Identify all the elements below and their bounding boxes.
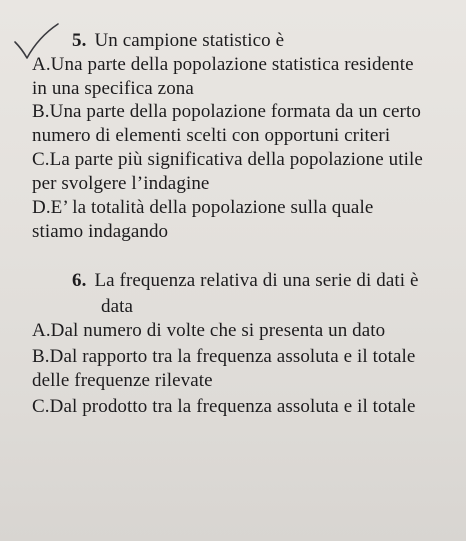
q5-option-d-line-2: stiamo indagando bbox=[32, 221, 169, 242]
q5-option-d-line-1: D.E’ la totalità della popolazione sulla quale bbox=[32, 197, 374, 218]
q5-option-b-line-1: B.Una parte della popolazione formata da un certo bbox=[32, 101, 421, 122]
q6-option-b-line-2: delle frequenze rilevate bbox=[32, 370, 213, 391]
question-6-number: 6. bbox=[72, 270, 87, 291]
q5-option-c-line-2: per svolgere l’indagine bbox=[32, 173, 210, 194]
question-5-title bbox=[72, 30, 284, 52]
q5-option-b-line-2: numero di elementi scelti con opportuni criteri bbox=[32, 125, 391, 146]
question-6-text-line-2: data bbox=[101, 296, 134, 317]
q5-option-c-line-1: C.La parte più significativa della popolazione utile bbox=[32, 149, 423, 170]
q5-option-a-line-1: A.Una parte della popolazione statistica residente bbox=[32, 54, 414, 75]
question-5-text: Un campione statistico è bbox=[94, 30, 285, 51]
q6-option-b-line-1: B.Dal rapporto tra la frequenza assoluta e il totale bbox=[32, 346, 416, 367]
question-5-number: 5. bbox=[72, 30, 87, 51]
question-6-title bbox=[72, 270, 419, 292]
q6-option-a-line-1: A.Dal numero di volte che si presenta un dato bbox=[32, 320, 386, 341]
question-6-text-line-1: La frequenza relativa di una serie di dati è bbox=[94, 270, 419, 291]
q6-option-c-line-1: C.Dal prodotto tra la frequenza assoluta e il totale bbox=[32, 396, 416, 417]
q5-option-a-line-2: in una specifica zona bbox=[32, 78, 194, 99]
